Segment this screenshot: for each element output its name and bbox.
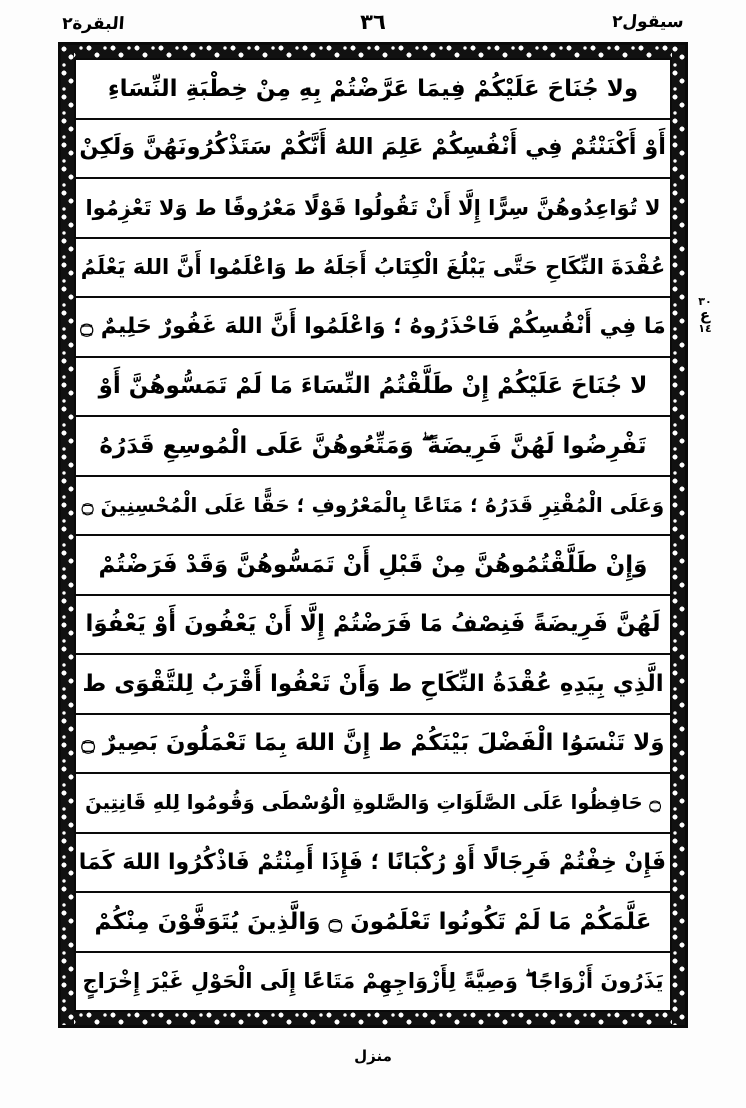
ayah-text: ولا جُنَاحَ عَلَيْكُمْ فِيمَا عَرَّضْتُمْ بِهِ مِنْ خِطْبَةِ النِّسَاءِ bbox=[107, 75, 639, 102]
text-block-frame bbox=[74, 58, 672, 1012]
ayah-line bbox=[76, 953, 670, 1011]
ayah-line bbox=[76, 477, 670, 537]
ayah-lines bbox=[76, 60, 670, 1010]
ayah-text: مَا فِي أَنْفُسِكُمْ فَاحْذَرُوهُ ؛ وَاعْلَمُوا أَنَّ اللهَ غَفُورٌ حَلِيمٌ ۝ bbox=[80, 314, 666, 340]
juz-label: سيقول٢ bbox=[611, 12, 685, 32]
surah-label: البقرة٢ bbox=[61, 14, 126, 34]
frame-ornament-left bbox=[61, 45, 74, 1025]
ayah-line bbox=[76, 179, 670, 239]
ruku-ain-icon: ع bbox=[699, 305, 711, 324]
ayah-text: أَوْ أَكْنَنْتُمْ فِي أَنْفُسِكُمْ عَلِمَ اللهُ أَنَّكُمْ سَتَذْكُرُونَهُنَّ وَلَكِنْ bbox=[79, 134, 666, 161]
ayah-text: وَعَلَى الْمُقْتِرِ قَدَرُهُ ؛ مَتَاعًا بِالْمَعْرُوفِ ؛ حَقًّا عَلَى الْمُحْسِنِينَ ۝ bbox=[81, 492, 665, 517]
ayah-text: لا جُنَاحَ عَلَيْكُمْ إِنْ طَلَّقْتُمُ النِّسَاءَ مَا لَمْ تَمَسُّوهُنَّ أَوْ bbox=[98, 373, 648, 400]
ayah-line bbox=[76, 774, 670, 834]
frame-ornament-right bbox=[672, 45, 685, 1025]
page-header bbox=[62, 8, 684, 40]
page-footer bbox=[0, 1046, 746, 1065]
ayah-line bbox=[76, 60, 670, 120]
ayah-line bbox=[76, 893, 670, 953]
ayah-line bbox=[76, 358, 670, 418]
ayah-line bbox=[76, 596, 670, 656]
ruku-number-bottom: ١٤ bbox=[698, 322, 712, 336]
ayah-text: وَإِنْ طَلَّقْتُمُوهُنَّ مِنْ قَبْلِ أَنْ تَمَسُّوهُنَّ وَقَدْ فَرَضْتُمْ bbox=[98, 551, 648, 578]
ornamental-frame bbox=[58, 42, 688, 1028]
ayah-line bbox=[76, 655, 670, 715]
ayah-line bbox=[76, 715, 670, 775]
ayah-line bbox=[76, 417, 670, 477]
page-number: ٣٦ bbox=[360, 10, 386, 34]
manzil-label: منزل bbox=[354, 1047, 392, 1065]
ayah-text: ۝ حَافِظُوا عَلَى الصَّلَوَاتِ وَالصَّلوةِ الْوُسْطَى وَقُومُوا لِلهِ قَانِتِينَ bbox=[85, 790, 661, 814]
ayah-text: الَّذِي بِيَدِهِ عُقْدَةُ النِّكَاحِ ط وَأَنْ تَعْفُوا أَقْرَبُ لِلتَّقْوَى ط bbox=[82, 670, 664, 697]
ayah-text: عَلَّمَكُمْ مَا لَمْ تَكُونُوا تَعْلَمُونَ ۝ وَالَّذِينَ يُتَوَفَّوْنَ مِنْكُمْ bbox=[94, 908, 652, 935]
ayah-text: فَإِنْ خِفْتُمْ فَرِجَالًا أَوْ رُكْبَانًا ؛ فَإِذَا أَمِنْتُمْ فَاذْكُرُوا اللهَ كَمَا bbox=[78, 849, 666, 875]
ayah-line bbox=[76, 536, 670, 596]
ruku-marker bbox=[692, 296, 718, 335]
frame-ornament-bottom bbox=[61, 1012, 685, 1025]
ayah-text: تَفْرِضُوا لَهُنَّ فَرِيضَةً ۖ وَمَتِّعُوهُنَّ عَلَى الْمُوسِعِ قَدَرُهُ bbox=[99, 432, 647, 459]
ayah-line bbox=[76, 239, 670, 299]
ruku-number-top: ٣٠ bbox=[698, 295, 712, 308]
ayah-text: لا تُوَاعِدُوهُنَّ سِرًّا إِلَّا أَنْ تَقُولُوا قَوْلًا مَعْرُوفًا ط وَلا تَعْزِمُوا bbox=[85, 195, 661, 220]
ayah-line bbox=[76, 298, 670, 358]
ayah-text: عُقْدَةَ النِّكَاحِ حَتَّى يَبْلُغَ الْكِتَابُ أَجَلَهُ ط وَاعْلَمُوا أَنَّ اللهَ يَعْلَمُ bbox=[80, 255, 666, 280]
ayah-line bbox=[76, 834, 670, 894]
ayah-text: وَلا تَنْسَوُا الْفَضْلَ بَيْنَكُمْ ط إِنَّ اللهَ بِمَا تَعْمَلُونَ بَصِيرٌ ۝ bbox=[81, 730, 665, 757]
ayah-text: لَهُنَّ فَرِيضَةً فَنِصْفُ مَا فَرَضْتُمْ إِلَّا أَنْ يَعْفُونَ أَوْ يَعْفُوَا bbox=[85, 611, 661, 638]
ayah-text: يَذَرُونَ أَزْوَاجًا ۖ وَصِيَّةً لِأَزْوَاجِهِمْ مَتَاعًا إِلَى الْحَوْلِ غَيْرَ إِخْرَاجٍ bbox=[82, 969, 664, 994]
frame-ornament-top bbox=[61, 45, 685, 58]
ayah-line bbox=[76, 120, 670, 180]
